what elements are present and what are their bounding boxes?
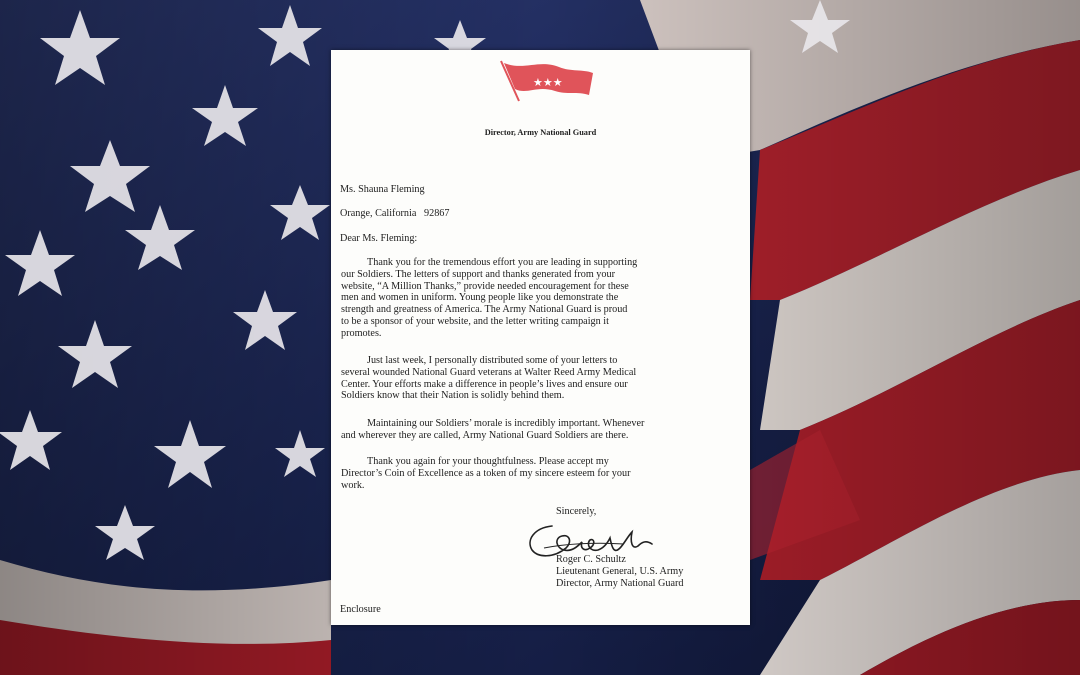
closing: Sincerely, [556,506,597,517]
letter-page [331,50,750,625]
general-flag-icon [499,57,597,103]
signer-name: Roger C. Schultz [556,554,626,565]
signer-title: Director, Army National Guard [556,578,684,589]
paragraph-3: Maintaining our Soldiers’ morale is incredibly important. Whenever and wherever they are called, Army National Guard Soldiers are there. [341,418,645,441]
svg-text:★★★: ★★★ [533,76,563,89]
letterhead-title: Director, Army National Guard [484,128,597,137]
signer-rank: Lieutenant General, U.S. Army [556,566,684,577]
paragraph-2: Just last week, I personally distributed some of your letters to several wounded National Guard veterans at Walter Reed Army Medical Center. Your efforts make a difference in people’s lives and ensure our Soldiers know that their Nation is solidly behind them. [341,355,637,402]
paragraph-1: Thank you for the tremendous effort you are leading in supporting our Soldiers. The letters of support and thanks generated from your website, “A Million Thanks,” provide needed encouragement for these men and women in uniform. Young people like you demonstrate the strength and greatness of America. The Army National Guard is proud to be a sponsor of your website, and the letter writing campaign it promotes. [341,257,638,339]
enclosure-note: Enclosure [340,604,381,615]
salutation: Dear Ms. Fleming: [340,233,418,244]
recipient-name: Ms. Shauna Fleming [340,184,425,195]
recipient-city: Orange, California 92867 [340,208,450,219]
paragraph-4: Thank you again for your thoughtfulness. Please accept my Director’s Coin of Excellence as a token of my sincere esteem for your work. [341,456,631,491]
